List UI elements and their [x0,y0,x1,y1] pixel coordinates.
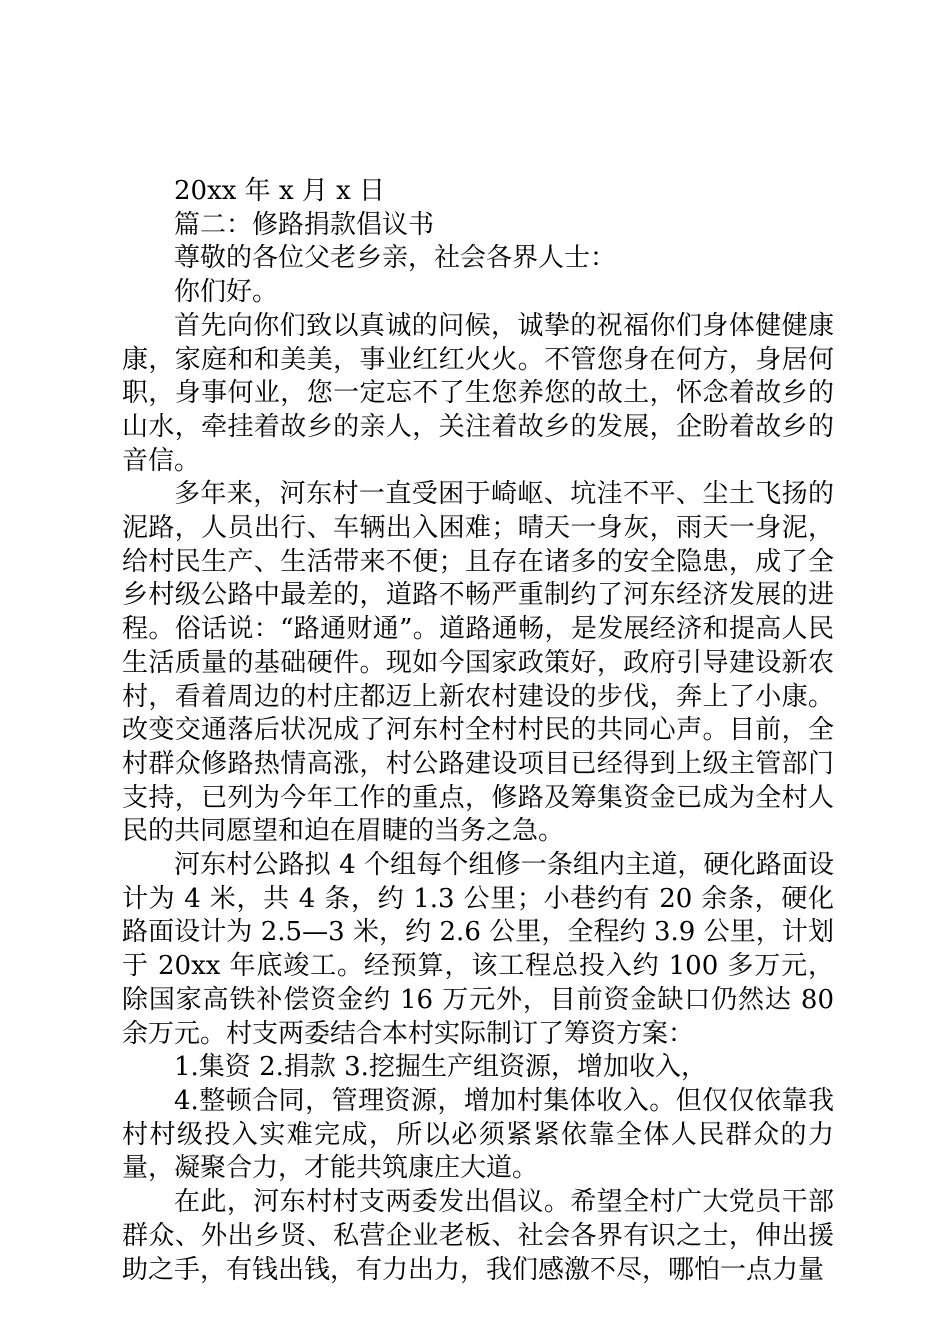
list-item: 1.集资 2.捐款 3.挖掘生产组资源，增加收入， [174,1052,707,1083]
date-line: 20xx 年 x 月 x 日 [174,176,386,206]
body-paragraph: 在此，河东村村支两委发出倡议。希望全村广大党员干部群众、外出乡贤、私营企业老板、社会各界有识之士，伸出援助之手，有钱出钱，有力出力，我们感激不尽，哪怕一点力量 [122,1187,834,1285]
body-paragraph: 首先向你们致以真诚的问候，诚挚的祝福你们身体健健康康，家庭和和美美，事业红红火火。不管您身在何方，身居何职，身事何业，您一定忘不了生您养您的故土，怀念着故乡的山水，牵挂着故乡的亲人，关注着故乡的发展，企盼着故乡的音信。 [122,310,834,476]
section-title: 篇二：修路捐款倡议书 [174,209,435,240]
salutation: 尊敬的各位父老乡亲，社会各界人士： [174,243,617,274]
greeting: 你们好。 [174,277,279,308]
body-paragraph: 河东村公路拟 4 个组每个组修一条组内主道，硬化路面设计为 4 米，共 4 条，约 1.3 公里；小巷约有 20 余条，硬化路面设计为 2.5—3 米，约 2.6 公里，全程约 3.9 公里，计划于 20xx 年底竣工。经预算，该工程总投入约 100 多万元，除国家高铁补偿资金约 16 万元外，目前资金缺口仍然达 80 余万元。村支两委结合本村实际制订了筹资方案： [122,850,834,1049]
document-body [122,175,834,1287]
list-item: 4.整顿合同，管理资源，增加村集体收入。但仅仅依靠我村村级投入实难完成，所以必须紧紧依靠全体人民群众的力量，凝聚合力，才能共筑康庄大道。 [122,1085,834,1184]
body-paragraph: 多年来，河东村一直受困于崎岖、坑洼不平、尘土飞扬的泥路，人员出行、车辆出入困难；晴天一身灰，雨天一身泥，给村民生产、生活带来不便；且存在诸多的安全隐患，成了全乡村级公路中最差的，道路不畅严重制约了河东经济发展的进程。俗话说：“路通财通”。道路通畅，是发展经济和提高人民生活质量的基础硬件。现如今国家政策好，政府引导建设新农村，看着周边的村庄都迈上新农村建设的步伐，奔上了小康。改变交通落后状况成了河东村全村村民的共同心声。目前，全村群众修路热情高涨，村公路建设项目已经得到上级主管部门支持，已列为今年工作的重点，修路及筹集资金已成为全村人民的共同愿望和迫在眉睫的当务之急。 [122,479,834,847]
